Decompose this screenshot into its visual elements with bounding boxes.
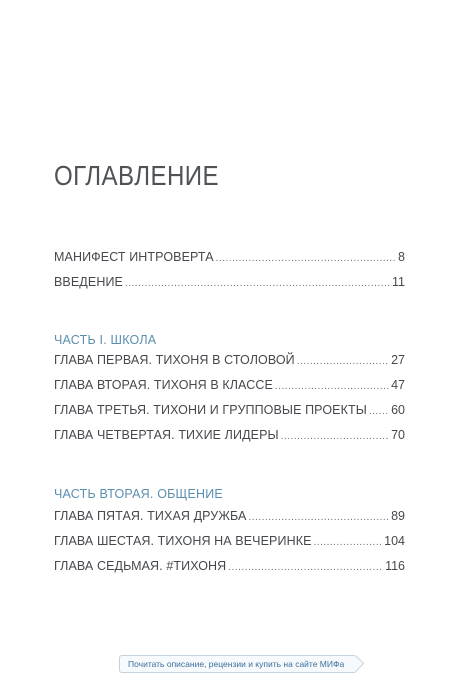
toc-entry-label: ГЛАВА ШЕСТАЯ. ТИХОНЯ НА ВЕЧЕРИНКЕ: [54, 534, 312, 548]
toc-entry[interactable]: [54, 428, 405, 446]
dot-leader: [248, 512, 389, 523]
dot-leader: [369, 406, 389, 417]
toc-entry[interactable]: [54, 403, 405, 421]
arrow-tip-icon: [349, 656, 365, 672]
part-heading: ЧАСТЬ ВТОРАЯ. ОБЩЕНИЕ: [54, 487, 223, 501]
toc-entry[interactable]: [54, 378, 405, 396]
part-heading: ЧАСТЬ I. ШКОЛА: [54, 333, 157, 347]
toc-entry-page: 8: [398, 250, 405, 264]
toc-entry-label: ВВЕДЕНИЕ: [54, 275, 123, 289]
toc-entry[interactable]: [54, 534, 405, 552]
toc-entry[interactable]: [54, 250, 405, 268]
toc-entry[interactable]: [54, 275, 405, 293]
dot-leader: [281, 431, 389, 442]
toc-entry-label: ГЛАВА ТРЕТЬЯ. ТИХОНИ И ГРУППОВЫЕ ПРОЕКТЫ: [54, 403, 367, 417]
toc-entry-page: 104: [384, 534, 405, 548]
dot-leader: [228, 562, 383, 573]
toc-entry[interactable]: [54, 559, 405, 577]
buy-link-button[interactable]: [119, 655, 357, 673]
toc-entry-label: ГЛАВА ПЕРВАЯ. ТИХОНЯ В СТОЛОВОЙ: [54, 353, 295, 367]
toc-entry-label: МАНИФЕСТ ИНТРОВЕРТА: [54, 250, 214, 264]
dot-leader: [297, 356, 389, 367]
toc-entry-page: 70: [391, 428, 405, 442]
toc-entry[interactable]: [54, 353, 405, 371]
dot-leader: [216, 253, 396, 264]
toc-entry-label: ГЛАВА СЕДЬМАЯ. #ТИХОНЯ: [54, 559, 227, 573]
dot-leader: [275, 381, 389, 392]
toc-entry-label: ГЛАВА ПЯТАЯ. ТИХАЯ ДРУЖБА: [54, 509, 247, 523]
page-title: ОГЛАВЛЕНИЕ: [54, 160, 219, 191]
toc-entry-label: ГЛАВА ВТОРАЯ. ТИХОНЯ В КЛАССЕ: [54, 378, 273, 392]
toc-entry-page: 116: [385, 559, 405, 573]
toc-entry-page: 60: [391, 403, 405, 417]
toc-entry-label: ГЛАВА ЧЕТВЕРТАЯ. ТИХИЕ ЛИДЕРЫ: [54, 428, 279, 442]
toc-entry-page: 47: [391, 378, 405, 392]
buy-link-label: Почитать описание, рецензии и купить на сайте МИФа: [128, 659, 345, 669]
toc-entry-page: 27: [391, 353, 405, 367]
dot-leader: [125, 278, 390, 289]
dot-leader: [314, 537, 383, 548]
toc-entry-page: 11: [392, 275, 405, 289]
toc-entry[interactable]: [54, 509, 405, 527]
toc-entry-page: 89: [391, 509, 405, 523]
